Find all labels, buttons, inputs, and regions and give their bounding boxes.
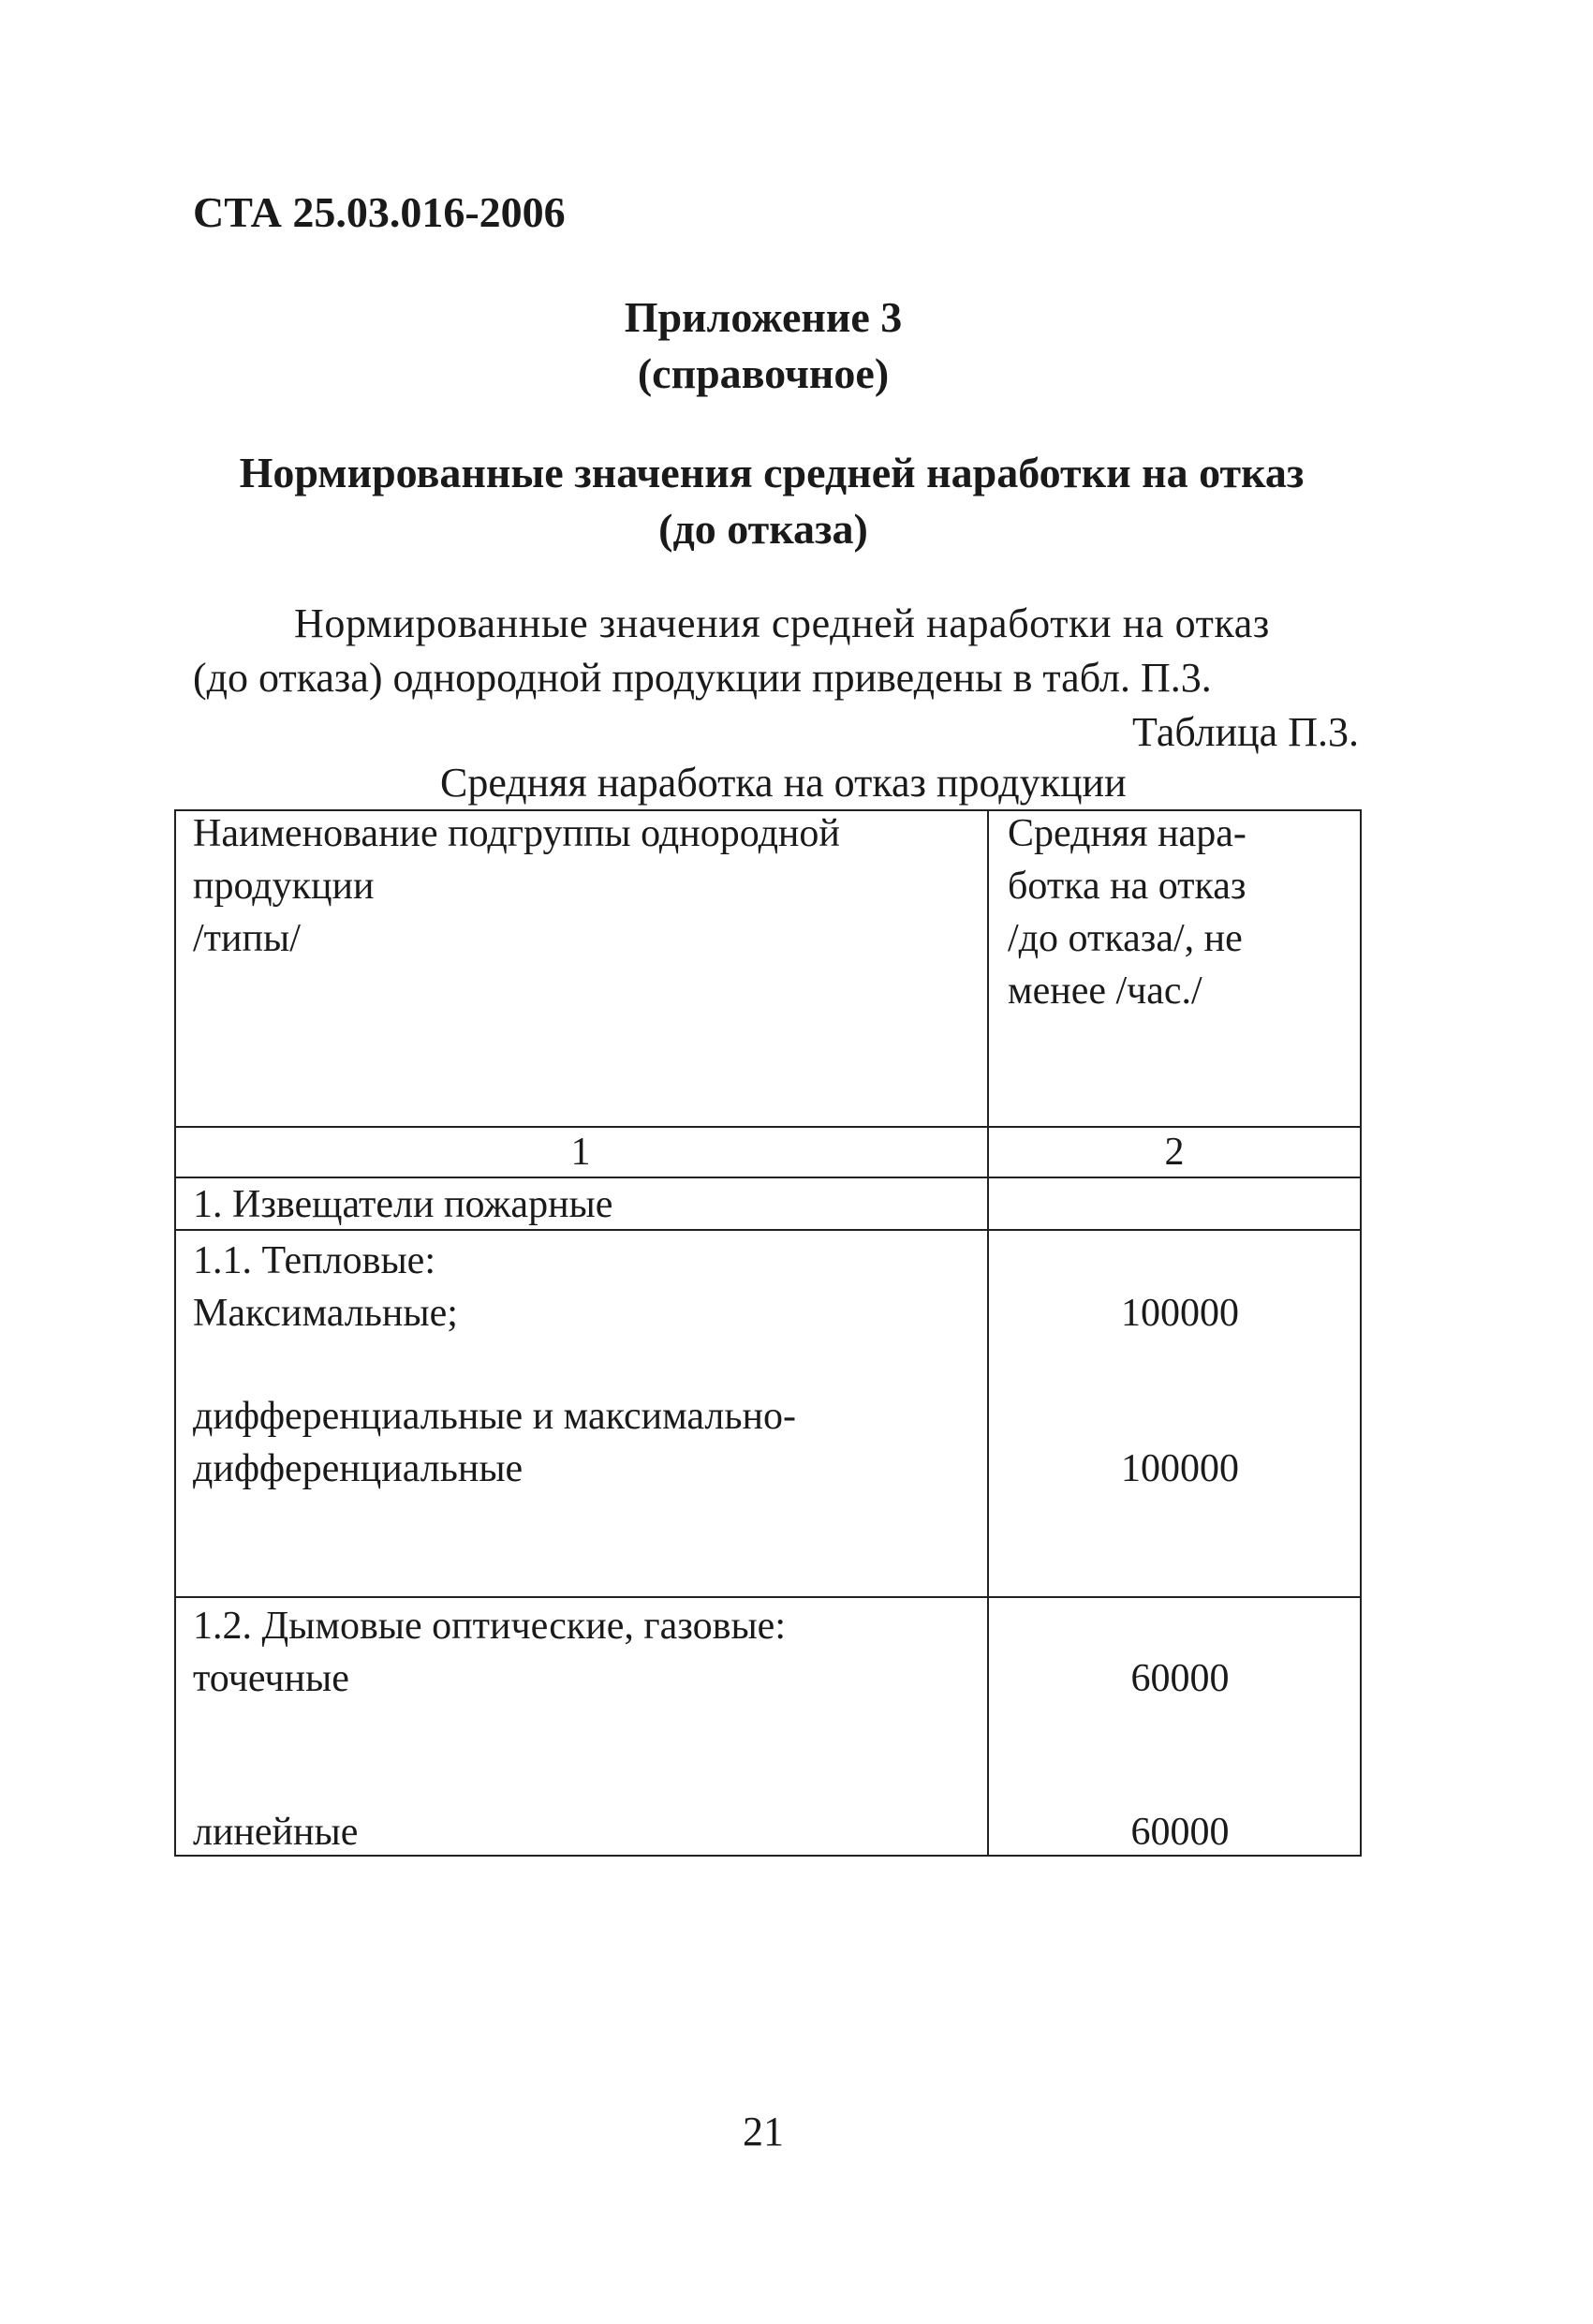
table-row-label — [193, 1600, 786, 1705]
table-row-label: линейные — [193, 1811, 359, 1854]
table-header-col1 — [193, 807, 840, 965]
row-label-line: 1.1. Тепловые: — [193, 1239, 435, 1282]
appendix-type: (справочное) — [637, 349, 890, 397]
table-caption: Средняя наработка на отказ продукции — [440, 760, 1127, 806]
table-row-value: 100000 — [1121, 1292, 1239, 1335]
row-label-line: дифференциальные — [193, 1447, 524, 1490]
header-col2-line: ботка на отказ — [1008, 865, 1246, 908]
appendix-title: Приложение 3 — [624, 293, 903, 341]
header-col2-line: Средняя нара- — [1008, 812, 1246, 855]
intro-paragraph-line2: (до отказа) однородной продукции приведены в табл. П.3. — [193, 655, 1212, 701]
table-row-divider — [174, 1596, 1362, 1598]
section-title-line2: (до отказа) — [658, 505, 868, 553]
table-number: Таблица П.3. — [1132, 709, 1359, 755]
table-row-label — [193, 1235, 458, 1340]
table-row-value: 100000 — [1121, 1447, 1239, 1490]
column-number-2: 2 — [1164, 1131, 1185, 1174]
header-col1-line: /типы/ — [193, 917, 301, 960]
row-label-line: дифференциальные и максимально- — [193, 1395, 796, 1438]
row-label-line: 1.2. Дымовые оптические, газовые: — [193, 1605, 786, 1648]
table-row-value: 60000 — [1130, 1657, 1230, 1700]
header-col1-line: Наименование подгруппы однородной — [193, 812, 840, 855]
column-number-1: 1 — [570, 1131, 591, 1174]
section-title-line1: Нормированные значения средней наработки на отказ — [239, 449, 1305, 496]
table-column-divider — [987, 809, 989, 1857]
row-label-line: Максимальные; — [193, 1292, 458, 1335]
table-row-group-heading: 1. Извещатели пожарные — [193, 1183, 613, 1226]
table-row-value: 60000 — [1130, 1811, 1230, 1854]
header-col2-line: /до отказа/, не — [1008, 917, 1243, 960]
row-label-line: точечные — [193, 1657, 349, 1700]
table-row-label — [193, 1390, 796, 1495]
document-code: СТА 25.03.016-2006 — [193, 188, 566, 236]
table-header-col2 — [1008, 807, 1246, 1017]
header-col2-line: менее /час./ — [1008, 970, 1202, 1013]
header-col1-line: продукции — [193, 865, 375, 908]
page-number: 21 — [743, 2109, 784, 2154]
table-border-left — [174, 809, 176, 1857]
intro-paragraph-line1: Нормированные значения средней наработки на отказ — [294, 600, 1270, 646]
